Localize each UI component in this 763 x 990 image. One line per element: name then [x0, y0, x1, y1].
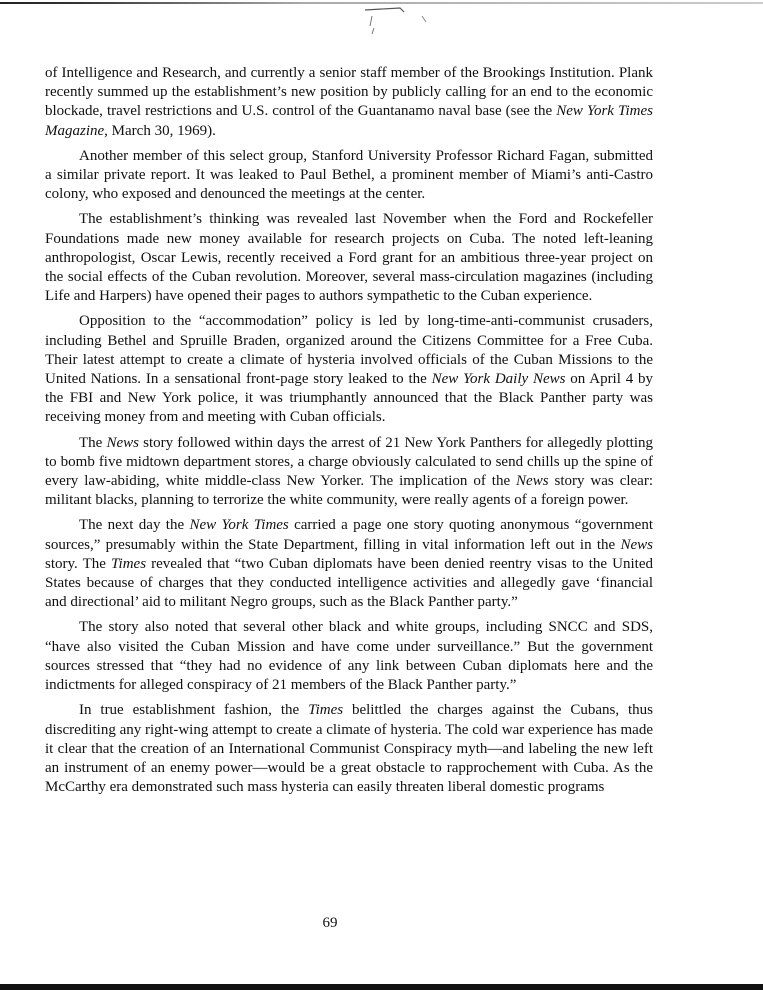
scan-top-rule	[0, 2, 763, 4]
italic-title: Times	[308, 702, 344, 719]
text-run: The next day the	[79, 517, 190, 534]
scan-mark-icon	[360, 6, 430, 36]
text-run: Opposition to the “accommodation” policy is led by long-time-anti-communist crusaders, including Bethel and Spruille Braden, organized around the Citizens Committee for a Free Cuba. Their latest attempt to create a climate of hysteria involved officials of the Cuban Missions to the United Nations. In a sensational front-page story leaked to the	[45, 313, 653, 388]
paragraph	[45, 64, 653, 141]
paragraph	[45, 618, 653, 695]
scan-bottom-edge	[0, 984, 763, 990]
italic-title: News	[620, 536, 653, 553]
text-run: of Intelligence and Research, and currently a senior staff member of the Brookings Institution. Plank recently summed up the establishment’s new position by publicly calling for an end to the economic blockade, travel restrictions and U.S. control of the Guantanamo naval base (see the	[45, 65, 653, 120]
paragraph	[45, 210, 653, 306]
text-run: belittled the charges against the Cubans, thus discrediting any right-wing attempt to create a climate of hysteria. The cold war experience has made it clear that the creation of an International Communist Conspiracy myth—and labeling the new left an instrument of an enemy power—would be a great obstacle to rapprochement with Cuba. As the McCarthy era demonstrated such mass hysteria can easily threaten liberal domestic programs	[45, 702, 653, 796]
paragraph	[45, 516, 653, 612]
paragraph	[45, 434, 653, 511]
paragraph	[45, 147, 653, 205]
italic-title: New York Daily News	[431, 371, 566, 388]
text-run: The establishment’s thinking was revealed last November when the Ford and Rockefeller Foundations made new money available for research projects on Cuba. The noted left-leaning anthropologist, Oscar Lewis, recently received a Ford grant for an ambitious three-year project on the social effects of the Cuban revolution. Moreover, several mass-circulation magazines (including Life and Harpers) have opened their pages to authors sympathetic to the Cuban experience.	[45, 211, 653, 305]
text-run: , March 30, 1969).	[104, 122, 216, 139]
document-body	[45, 64, 653, 803]
page-number: 69	[322, 915, 338, 931]
text-run: The story also noted that several other black and white groups, including SNCC and SDS, “have also visited the Cuban Mission and have come under surveillance.” But the government sources stressed that “they had no evidence of any link between Cuban diplomats here and the indictments for alleged conspiracy of 21 members of the Black Panther party.”	[45, 619, 653, 694]
text-run: Another member of this select group, Stanford University Professor Richard Fagan, submitted a similar private report. It was leaked to Paul Bethel, a prominent member of Miami’s anti-Castro colony, who exposed and denounced the meetings at the center.	[45, 147, 653, 203]
text-run: The	[79, 434, 107, 451]
text-run: revealed that “two Cuban diplomats have been denied reentry visas to the United States because of charges that they conducted intelligence activities and allegedly gave ‘financial and directional’ aid to militant Negro groups, such as the Black Panther party.”	[45, 555, 653, 611]
paragraph	[45, 701, 653, 797]
italic-title: Times	[111, 555, 147, 572]
text-run: story followed within days the arrest of 21 New York Panthers for allegedly plotting to bomb five midtown department stores, a charge obviously calculated to send chills up the spine of every law-abiding, white middle-class New Yorker. The implication of the	[45, 434, 653, 490]
italic-title: New York Times Magazine	[45, 103, 654, 139]
italic-title: News	[106, 434, 139, 451]
text-run: on April 4 by the FBI and New York police, it was triumphantly announced that the Black Panther party was receiving money from and meeting with Cuban officials.	[45, 371, 653, 426]
text-run: story was clear: militant blacks, planning to terrorize the white community, were really agents of a foreign power.	[45, 473, 653, 509]
text-run: In true establishment fashion, the	[79, 702, 309, 719]
italic-title: News	[516, 473, 549, 490]
paragraph	[45, 312, 653, 427]
italic-title: New York Times	[189, 517, 289, 534]
text-run: story. The	[45, 555, 112, 572]
text-run: carried a page one story quoting anonymous “government sources,” presumably within the State Department, filling in vital information left out in the	[45, 517, 654, 553]
